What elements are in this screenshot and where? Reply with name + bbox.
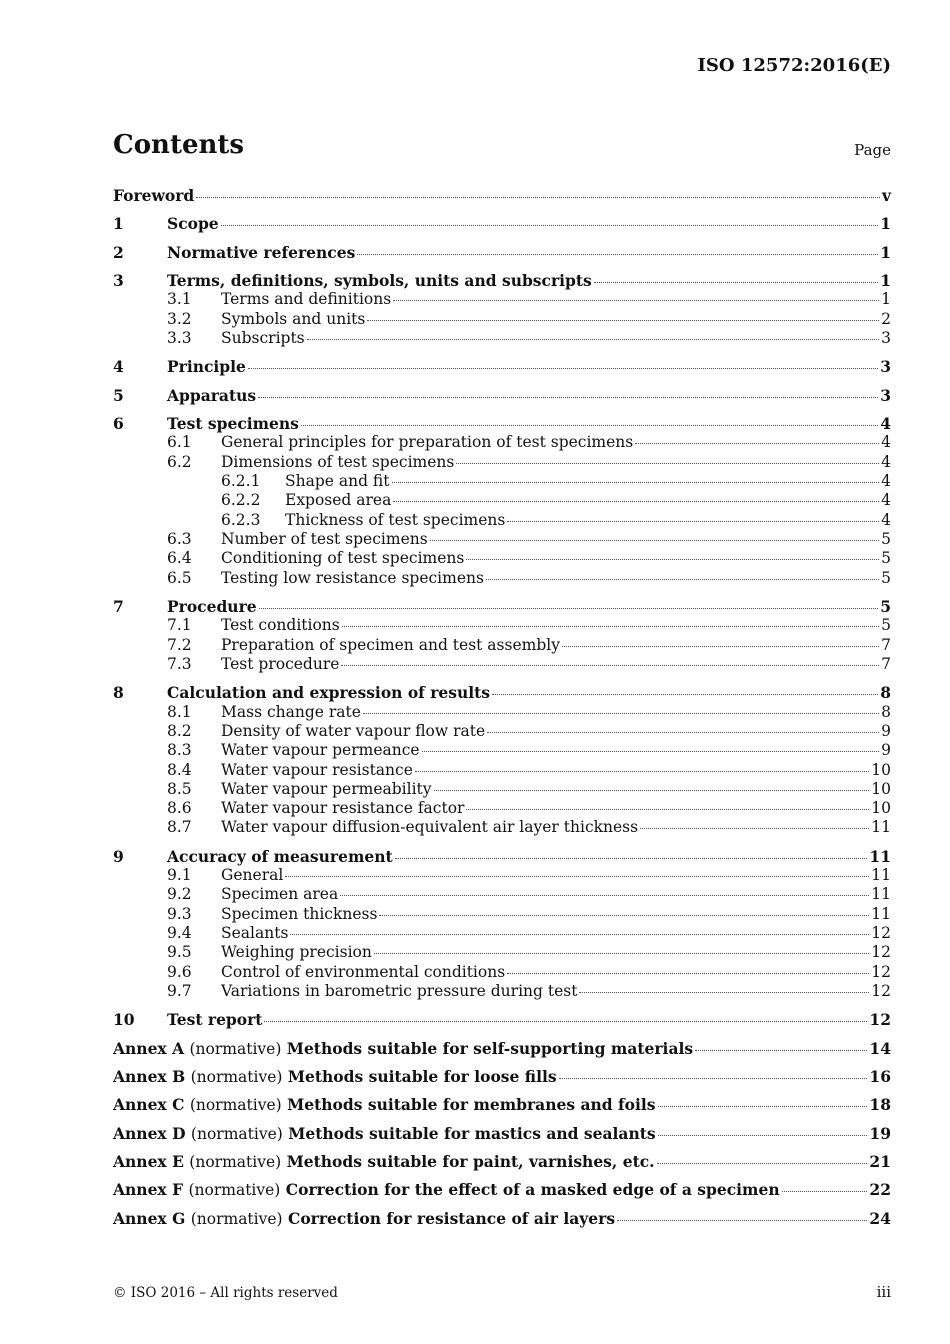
toc-title: Water vapour permeability [221,780,432,798]
toc-number: 8.1 [167,703,192,721]
toc-title: Procedure [167,597,257,616]
toc-title: Test specimens [167,414,299,433]
annex-title: Methods suitable for loose fills [287,1067,557,1086]
toc-annex-entry[interactable] [113,1180,891,1200]
toc-title: Foreword [113,186,195,205]
toc-annex-entry[interactable] [113,1039,891,1059]
annex-type: (normative) [189,1096,282,1114]
dot-leader [196,196,880,198]
toc-number: 6.4 [167,549,192,567]
toc-page-number: 5 [881,616,891,634]
toc-page-number: 5 [881,530,891,548]
toc-title: Symbols and units [221,310,366,328]
toc-annex-label [113,1209,615,1228]
toc-number: 3.2 [167,310,192,328]
toc-title: Exposed area [285,491,392,509]
toc-title: Calculation and expression of results [167,683,491,702]
toc-page-number: 7 [881,655,891,673]
toc-annex-entry[interactable] [113,1209,891,1229]
annex-title: Methods suitable for self-supporting materials [286,1039,694,1058]
toc-entry[interactable] [113,924,891,944]
toc-number: 7.1 [167,616,192,634]
toc-page-number: 11 [871,818,891,836]
toc-title: Normative references [167,243,356,262]
page-number: iii [876,1283,891,1301]
toc-number: 8.2 [167,722,192,740]
toc-annex-label [113,1152,655,1171]
toc-number: 3.1 [167,290,192,308]
toc-number: 9.7 [167,982,192,1000]
toc-entry[interactable] [113,885,891,905]
dot-leader [594,281,878,283]
dot-leader [658,1105,868,1107]
dot-leader [492,693,878,695]
toc-entry[interactable] [113,741,891,761]
toc-page-number: 10 [871,799,891,817]
toc-entry[interactable] [113,818,891,838]
annex-id: Annex G [113,1209,186,1228]
toc-page-number: 11 [869,847,891,866]
toc-title: Water vapour resistance factor [221,799,465,817]
toc-annex-label [113,1095,656,1114]
toc-number: 9 [113,847,124,866]
toc-page-number: 4 [881,491,891,509]
toc-entry[interactable] [113,780,891,800]
toc-number: 8.7 [167,818,192,836]
dot-leader [617,1219,867,1221]
toc-title: Weighing precision [221,943,372,961]
toc-page-number: 10 [871,761,891,779]
dot-leader [301,424,878,426]
toc-entry[interactable] [113,214,891,234]
toc-entry[interactable] [113,963,891,983]
toc-title: General [221,866,284,884]
toc-title: Water vapour permeance [221,741,420,759]
toc-number: 6.1 [167,433,192,451]
toc-number: 9.5 [167,943,192,961]
dot-leader [393,299,879,301]
toc-number: 3 [113,271,124,290]
toc-page-number: 24 [869,1209,891,1228]
toc-number: 6.2.2 [221,491,261,509]
dot-leader [340,894,869,896]
toc-number: 7.2 [167,636,192,654]
annex-title: Correction for the effect of a masked edge of a specimen [285,1180,780,1199]
toc-number: 3.3 [167,329,192,347]
toc-title: General principles for preparation of test specimens [221,433,634,451]
annex-title: Methods suitable for membranes and foils [287,1095,656,1114]
toc-page-number: 4 [881,472,891,490]
toc-page-number: 8 [881,703,891,721]
toc-entry[interactable] [113,616,891,636]
annex-type: (normative) [188,1181,281,1199]
toc-page-number: 4 [881,511,891,529]
annex-id: Annex B [113,1067,186,1086]
page-column-label: Page [854,141,891,159]
toc-title: Accuracy of measurement [167,847,393,866]
dot-leader [379,914,869,916]
annex-id: Annex E [113,1152,184,1171]
toc-page-number: 12 [871,924,891,942]
toc-entry[interactable] [113,271,891,291]
dot-leader [434,789,870,791]
dot-leader [559,1077,868,1079]
toc-entry[interactable] [113,905,891,925]
toc-title: Apparatus [167,386,257,405]
toc-title: Water vapour resistance [221,761,413,779]
toc-number: 7.3 [167,655,192,673]
annex-title: Methods suitable for mastics and sealants [288,1124,656,1143]
toc-page-number: 1 [880,271,891,290]
toc-page-number: 9 [881,741,891,759]
toc-number: 9.3 [167,905,192,923]
toc-annex-label [113,1180,780,1199]
toc-entry[interactable] [113,329,891,349]
dot-leader [487,731,879,733]
toc-page-number: 1 [880,214,891,233]
annex-type: (normative) [190,1125,283,1143]
toc-page-number: 9 [881,722,891,740]
toc-page-number: 5 [881,569,891,587]
toc-number: 6.3 [167,530,192,548]
toc-page-number: 10 [871,780,891,798]
toc-number: 8.6 [167,799,192,817]
toc-number: 6.2.1 [221,472,261,490]
toc-entry[interactable] [113,597,891,617]
annex-id: Annex F [113,1180,184,1199]
toc-page-number: 18 [869,1095,891,1114]
dot-leader [466,558,879,560]
toc-number: 8.5 [167,780,192,798]
toc-title: Thickness of test specimens [285,511,506,529]
toc-title: Variations in barometric pressure during test [221,982,578,1000]
dot-leader [367,319,879,321]
dot-leader [341,664,879,666]
toc-number: 5 [113,386,124,405]
toc-title: Specimen thickness [221,905,378,923]
toc-title: Test report [167,1010,263,1029]
toc-page-number: 21 [869,1152,891,1171]
toc-page-number: 4 [881,453,891,471]
toc-page-number: 11 [871,866,891,884]
annex-type: (normative) [190,1210,283,1228]
toc-number: 4 [113,357,124,376]
toc-entry[interactable] [113,549,891,569]
dot-leader [579,991,869,993]
dot-leader [259,607,879,609]
toc-entry[interactable] [113,703,891,723]
toc-title: Dimensions of test specimens [221,453,455,471]
toc-title: Test conditions [221,616,340,634]
toc-page-number: 12 [871,982,891,1000]
toc-page-number: 19 [869,1124,891,1143]
toc-page-number: 8 [880,683,891,702]
toc-entry[interactable] [113,982,891,1002]
dot-leader [782,1190,868,1192]
toc-number: 8 [113,683,124,702]
toc-page-number: 3 [880,386,891,405]
toc-annex-label [113,1067,557,1086]
dot-leader [562,645,879,647]
toc-entry[interactable] [113,530,891,550]
dot-leader [307,338,879,340]
dot-leader [290,933,869,935]
toc-page-number: v [881,186,891,205]
dot-leader [422,750,880,752]
toc-entry[interactable] [113,683,891,703]
toc-entry[interactable] [113,636,891,656]
toc-entry[interactable] [113,569,891,589]
toc-title: Subscripts [221,329,305,347]
dot-leader [640,827,869,829]
toc-page-number: 16 [869,1067,891,1086]
toc-page-number: 22 [869,1180,891,1199]
dot-leader [374,952,869,954]
dot-leader [507,520,879,522]
toc-number: 1 [113,214,124,233]
dot-leader [456,462,879,464]
toc-number: 2 [113,243,124,262]
dot-leader [285,875,869,877]
toc-page-number: 2 [881,310,891,328]
dot-leader [264,1020,867,1022]
dot-leader [258,396,878,398]
toc-page-number: 11 [871,885,891,903]
toc-number: 6.2 [167,453,192,471]
toc-title: Conditioning of test specimens [221,549,465,567]
toc-entry[interactable] [113,472,891,492]
toc-entry[interactable] [113,243,891,263]
toc-page-number: 1 [880,243,891,262]
toc-entry[interactable] [113,761,891,781]
dot-leader [658,1134,868,1136]
toc-annex-entry[interactable] [113,1095,891,1115]
toc-page-number: 3 [881,329,891,347]
annex-title: Correction for resistance of air layers [288,1209,616,1228]
toc-entry[interactable] [113,1010,891,1030]
toc-title: Control of environmental conditions [221,963,506,981]
toc-page-number: 7 [881,636,891,654]
dot-leader [342,625,879,627]
toc-entry[interactable] [113,722,891,742]
dot-leader [395,857,868,859]
dot-leader [248,367,878,369]
toc-entry[interactable] [113,943,891,963]
toc-entry[interactable] [113,847,891,867]
toc-annex-label [113,1039,693,1058]
toc-title: Water vapour diffusion-equivalent air layer thickness [221,818,639,836]
annex-title: Methods suitable for paint, varnishes, etc. [286,1152,655,1171]
annex-id: Annex D [113,1124,186,1143]
toc-title: Scope [167,214,219,233]
toc-page-number: 11 [871,905,891,923]
toc-entry[interactable] [113,433,891,453]
copyright-notice: © ISO 2016 – All rights reserved [113,1285,338,1301]
toc-number: 6.5 [167,569,192,587]
dot-leader [415,770,869,772]
toc-entry[interactable] [113,799,891,819]
toc-entry[interactable] [113,655,891,675]
toc-annex-entry[interactable] [113,1124,891,1144]
toc-page-number: 5 [881,549,891,567]
dot-leader [466,808,869,810]
toc-entry[interactable] [113,453,891,473]
toc-title: Test procedure [221,655,340,673]
annex-id: Annex A [113,1039,185,1058]
toc-number: 8.3 [167,741,192,759]
toc-title: Principle [167,357,246,376]
toc-number: 9.6 [167,963,192,981]
toc-page-number: 12 [871,943,891,961]
page-title: Contents [113,130,245,160]
toc-entry[interactable] [113,491,891,511]
toc-page-number: 12 [871,963,891,981]
dot-leader [507,972,869,974]
toc-page-number: 5 [880,597,891,616]
dot-leader [393,500,879,502]
toc-title: Terms and definitions [221,290,392,308]
toc-title: Sealants [221,924,289,942]
dot-leader [221,224,879,226]
toc-title: Mass change rate [221,703,361,721]
toc-title: Density of water vapour flow rate [221,722,486,740]
toc-number: 7 [113,597,124,616]
dot-leader [695,1049,867,1051]
toc-entry[interactable] [113,414,891,434]
toc-page-number: 4 [881,433,891,451]
toc-title: Shape and fit [285,472,390,490]
annex-type: (normative) [190,1068,283,1086]
toc-number: 8.4 [167,761,192,779]
toc-page-number: 1 [881,290,891,308]
toc-number: 9.2 [167,885,192,903]
dot-leader [392,481,880,483]
toc-entry[interactable] [113,386,891,406]
dot-leader [486,578,879,580]
toc-title: Preparation of specimen and test assembly [221,636,560,654]
dot-leader [363,712,879,714]
toc-title: Testing low resistance specimens [221,569,484,587]
toc-number: 10 [113,1010,135,1029]
table-of-contents [113,0,891,1344]
toc-entry[interactable] [113,310,891,330]
dot-leader [357,253,878,255]
toc-page-number: 3 [880,357,891,376]
annex-type: (normative) [189,1153,282,1171]
toc-annex-entry[interactable] [113,1152,891,1172]
toc-number: 9.1 [167,866,192,884]
toc-entry[interactable] [113,866,891,886]
toc-entry[interactable] [113,357,891,377]
toc-page-number: 12 [869,1010,891,1029]
toc-page-number: 14 [869,1039,891,1058]
toc-entry[interactable] [113,511,891,531]
toc-annex-label [113,1124,656,1143]
toc-title: Specimen area [221,885,339,903]
toc-entry[interactable] [113,290,891,310]
toc-page-number: 4 [880,414,891,433]
toc-annex-entry[interactable] [113,1067,891,1087]
toc-title: Terms, definitions, symbols, units and subscripts [167,271,592,290]
toc-title: Number of test specimens [221,530,428,548]
toc-entry[interactable] [113,186,891,206]
annex-id: Annex C [113,1095,185,1114]
dot-leader [430,539,879,541]
dot-leader [657,1162,868,1164]
dot-leader [635,442,879,444]
document-id: ISO 12572:2016(E) [697,55,891,76]
toc-number: 6 [113,414,124,433]
toc-number: 9.4 [167,924,192,942]
annex-type: (normative) [189,1040,282,1058]
toc-number: 6.2.3 [221,511,261,529]
